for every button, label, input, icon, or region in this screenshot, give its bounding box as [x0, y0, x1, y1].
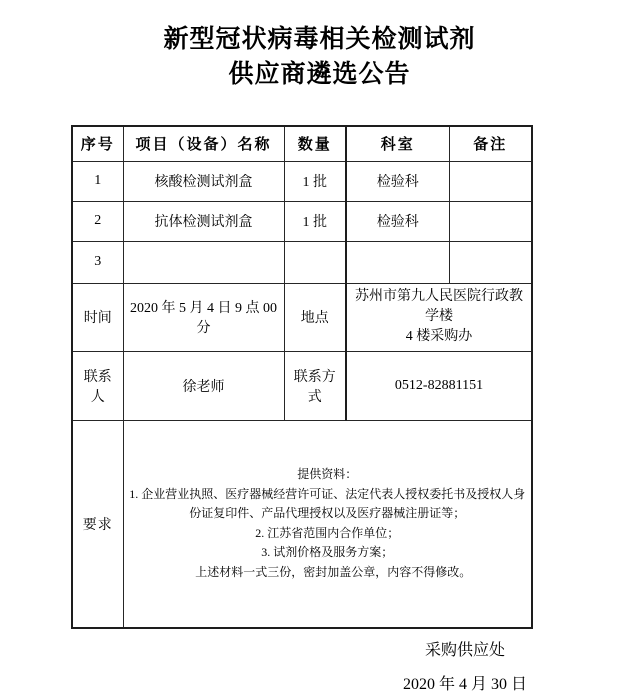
table-row [72, 201, 532, 241]
time-value: 2020 年 5 月 4 日 9 点 00 分 [123, 283, 284, 351]
time-label: 时间 [72, 283, 123, 351]
cell-department [346, 241, 449, 283]
time-place-row [72, 283, 532, 351]
cell-department: 检验科 [346, 161, 449, 201]
cell-department: 检验科 [346, 201, 449, 241]
contact-value: 徐老师 [123, 351, 284, 420]
column-header-department: 科室 [346, 126, 449, 161]
contact-label: 联系人 [72, 351, 123, 420]
cell-remark [449, 201, 532, 241]
document-title [0, 22, 639, 92]
cell-quantity [284, 241, 346, 283]
document-title-line1: 新型冠状病毒相关检测试剂 [163, 26, 476, 53]
place-value-line1: 苏州市第九人民医院行政教学楼 [355, 289, 523, 324]
requirements-line: 1. 企业营业执照、医疗器械经营许可证、法定代表人授权委托书及授权人身 [129, 486, 526, 501]
cell-remark [449, 161, 532, 201]
requirements-line: 3. 试剂价格及服务方案； [261, 545, 394, 560]
table-row [72, 241, 532, 283]
place-value [346, 283, 532, 351]
table-header-row [72, 126, 532, 161]
notice-table [71, 125, 533, 629]
place-label: 地点 [284, 283, 346, 351]
cell-quantity: 1 批 [284, 161, 346, 201]
column-header-index: 序号 [72, 126, 123, 161]
document-title-line2: 供应商遴选公告 [228, 61, 411, 88]
requirements-line: 上述材料一式三份，密封加盖公章，内容不得修改。 [183, 564, 472, 579]
cell-item-name: 核酸检测试剂盒 [123, 161, 284, 201]
signature-department: 采购供应处 [424, 642, 505, 659]
signature-date: 2020 年 4 月 30 日 [402, 676, 527, 693]
requirements-label: 要求 [72, 420, 123, 628]
column-header-quantity: 数量 [284, 126, 346, 161]
cell-index: 3 [72, 241, 123, 283]
column-header-remark: 备注 [449, 126, 532, 161]
cell-quantity: 1 批 [284, 201, 346, 241]
requirements-row [72, 420, 532, 628]
cell-remark [449, 241, 532, 283]
requirements-content [123, 420, 532, 628]
requirements-line: 2. 江苏省范围内合作单位； [255, 525, 400, 540]
cell-item-name: 抗体检测试剂盒 [123, 201, 284, 241]
place-value-line2: 4 楼采购办 [405, 329, 473, 344]
table-row [72, 161, 532, 201]
requirements-line: 份证复印件、产品代理授权以及医疗器械注册证等； [189, 506, 466, 521]
contact-row [72, 351, 532, 420]
cell-index: 2 [72, 201, 123, 241]
contact-method-value: 0512-82881151 [346, 351, 532, 420]
requirements-line: 提供资料： [297, 467, 358, 482]
cell-index: 1 [72, 161, 123, 201]
cell-item-name [123, 241, 284, 283]
contact-method-label: 联系方式 [284, 351, 346, 420]
column-header-item-name: 项目（设备）名称 [123, 126, 284, 161]
